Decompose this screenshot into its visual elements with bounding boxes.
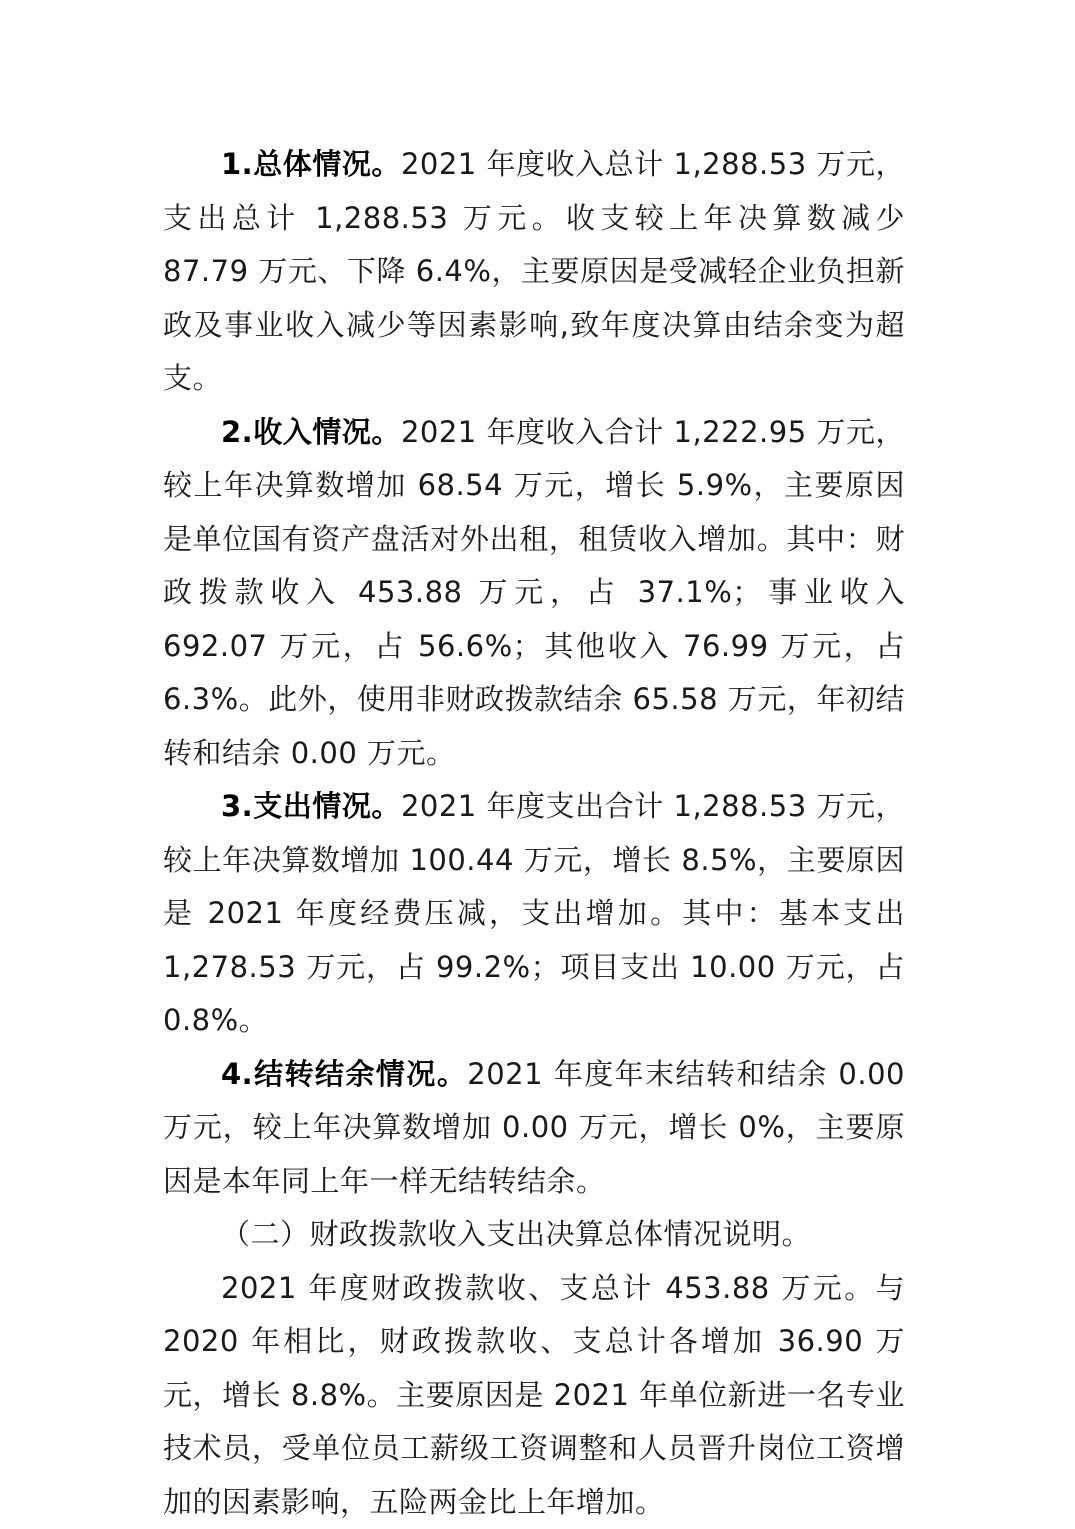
- paragraph-heading: 2.收入情况。: [221, 415, 401, 449]
- paragraph-carryover: [163, 1048, 905, 1209]
- paragraph-heading: 4.结转结余情况。: [221, 1057, 467, 1091]
- paragraph-heading: 1.总体情况。: [221, 147, 401, 181]
- paragraph-income: [163, 406, 905, 781]
- document-body: [163, 138, 905, 1529]
- paragraph-heading: 3.支出情况。: [221, 789, 401, 823]
- paragraph-text: 2021 年度年末结转和结余 0.00 万元，较上年决算数增加 0.00 万元，增长 0%，主要原因是本年同上年一样无结转结余。: [163, 1057, 905, 1198]
- paragraph-text: 2021 年度支出合计 1,288.53 万元，较上年决算数增加 100.44 万元，增长 8.5%，主要原因是 2021 年度经费压减，支出增加。其中：基本支出 1,278.53 万元，占 99.2%；项目支出 10.00 万元，占 0.8%。: [163, 789, 905, 1037]
- paragraph-overall: [163, 138, 905, 406]
- paragraph-expenditure: [163, 780, 905, 1048]
- paragraph-text: 2021 年度收入合计 1,222.95 万元，较上年决算数增加 68.54 万元，增长 5.9%，主要原因是单位国有资产盘活对外出租，租赁收入增加。其中：财政拨款收入 453.88 万元，占 37.1%；事业收入 692.07 万元，占 56.6%；其他收入 76.99 万元，占 6.3%。此外，使用非财政拨款结余 65.58 万元，年初结转和结余 0.00 万元。: [163, 415, 905, 770]
- paragraph-text: 2021 年度收入总计 1,288.53 万元，支出总计 1,288.53 万元。收支较上年决算数减少 87.79 万元、下降 6.4%，主要原因是受减轻企业负担新政及事业收入减少等因素影响,致年度决算由结余变为超支。: [163, 147, 905, 395]
- paragraph-fiscal-appropriation: 2021 年度财政拨款收、支总计 453.88 万元。与 2020 年相比，财政拨款收、支总计各增加 36.90 万元，增长 8.8%。主要原因是 2021 年单位新进一名专业技术员，受单位员工薪级工资调整和人员晋升岗位工资增加的因素影响，五险两金比上年增加。: [163, 1262, 905, 1529]
- section-heading: （二）财政拨款收入支出决算总体情况说明。: [163, 1208, 905, 1262]
